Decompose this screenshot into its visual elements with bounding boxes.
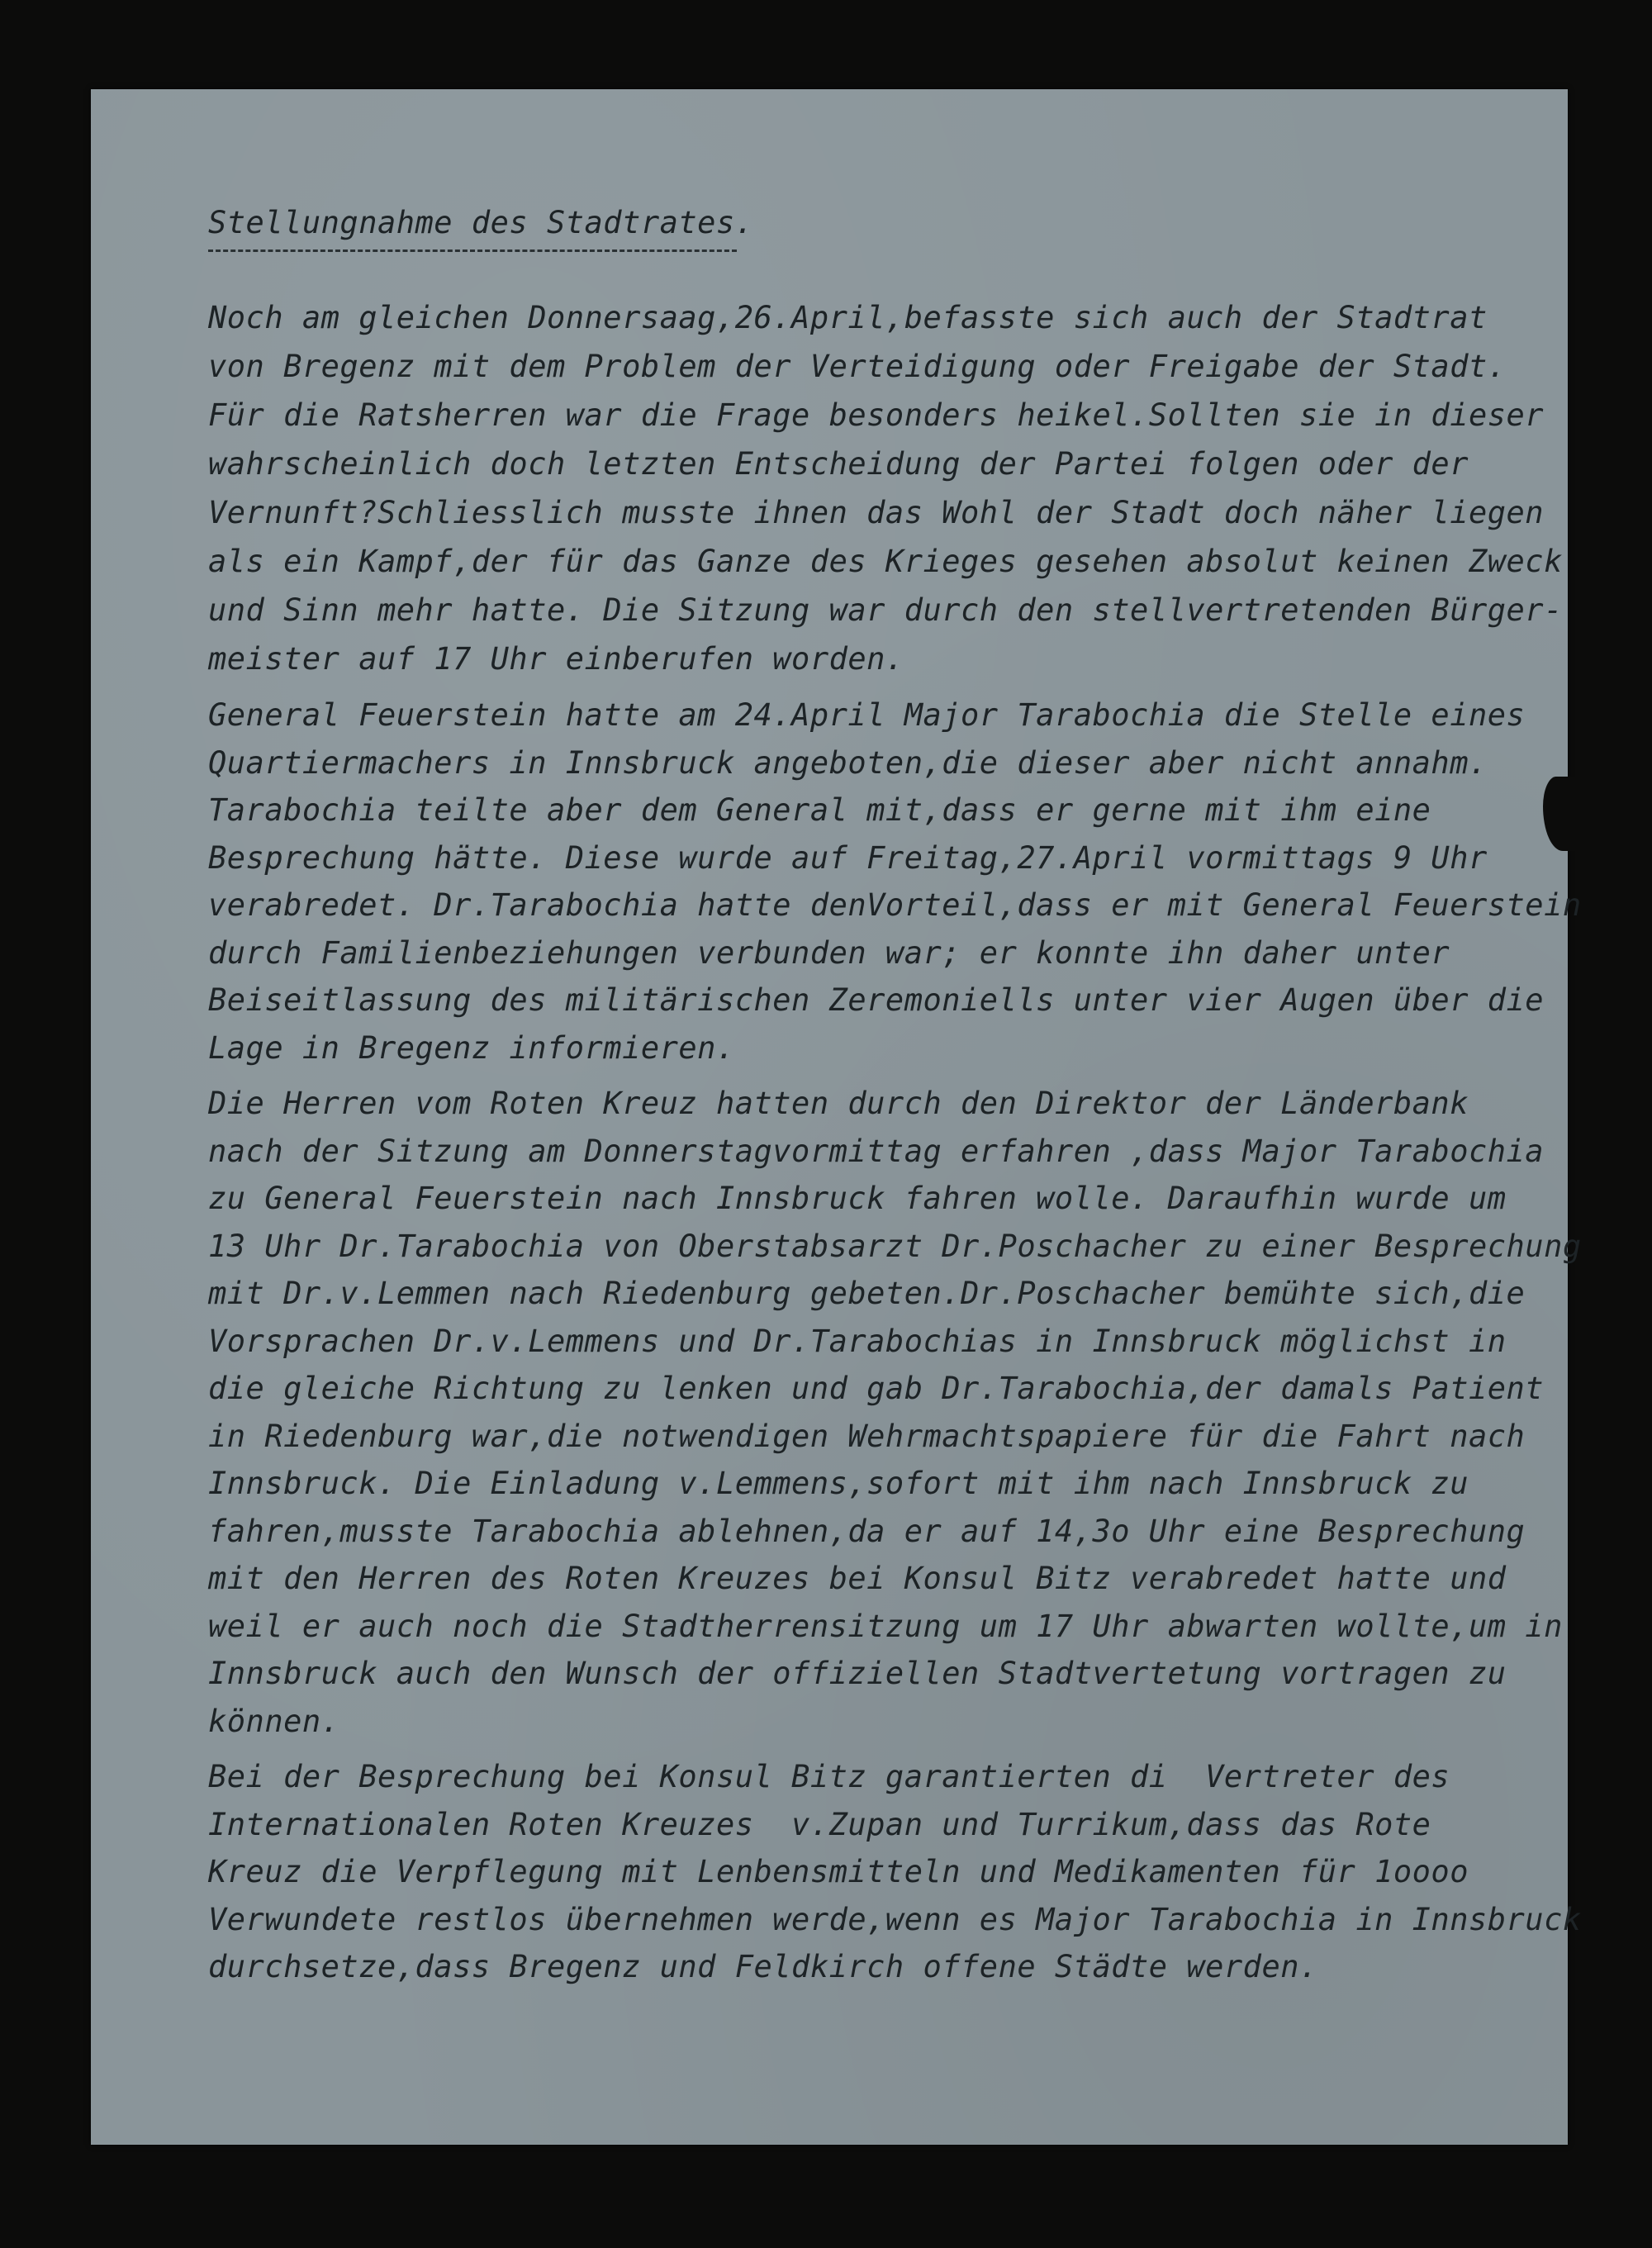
text-line: Kreuz die Verpflegung mit Lenbensmitteln und Medikamenten für 1oooo — [208, 1854, 1469, 1889]
text-line: Vernunft?Schliesslich musste ihnen das Wohl der Stadt doch näher liegen — [208, 495, 1545, 530]
text-line: meister auf 17 Uhr einberufen worden. — [208, 641, 904, 677]
text-line: Die Herren vom Roten Kreuz hatten durch den Direktor der Länderbank — [208, 1086, 1469, 1121]
text-line: Für die Ratsherren war die Frage besonders heikel.Sollten sie in dieser — [208, 397, 1545, 433]
text-line: mit den Herren des Roten Kreuzes bei Konsul Bitz verabredet hatte und — [208, 1561, 1507, 1596]
text-line: Besprechung hätte. Diese wurde auf Freitag,27.April vormittags 9 Uhr — [208, 839, 1488, 876]
document-title: Stellungnahme des Stadtrates. — [208, 205, 754, 240]
text-line: Bei der Besprechung bei Konsul Bitz garantierten di Vertreter des — [208, 1759, 1450, 1794]
text-line: weil er auch noch die Stadtherrensitzung um 17 Uhr abwarten wollte,um in — [208, 1608, 1563, 1644]
text-line: Tarabochia teilte aber dem General mit,dass er gerne mit ihm eine — [208, 792, 1431, 828]
text-line: zu General Feuerstein nach Innsbruck fahren wolle. Daraufhin wurde um — [208, 1181, 1507, 1216]
text-line: die gleiche Richtung zu lenken und gab Dr.Tarabochia,der damals Patient — [208, 1371, 1545, 1406]
text-line: nach der Sitzung am Donnerstagvormittag erfahren ,dass Major Tarabochia — [208, 1133, 1545, 1169]
text-line: General Feuerstein hatte am 24.April Major Tarabochia die Stelle eines — [208, 697, 1526, 733]
text-line: fahren,musste Tarabochia ablehnen,da er auf 14,3o Uhr eine Besprechung — [208, 1513, 1526, 1549]
text-line: Lage in Bregenz informieren. — [208, 1029, 735, 1066]
text-line: durchsetze,dass Bregenz und Feldkirch offene Städte werden. — [208, 1949, 1318, 1984]
title-underline — [208, 250, 737, 252]
paragraph-3 — [208, 1080, 1582, 1745]
text-line: Beiseitlassung des militärischen Zeremoniells unter vier Augen über die — [208, 982, 1545, 1018]
text-line: Noch am gleichen Donnersaag,26.April,befasste sich auch der Stadtrat — [208, 300, 1488, 335]
text-line: Internationalen Roten Kreuzes v.Zupan und Turrikum,dass das Rote — [208, 1806, 1431, 1842]
text-line: Innsbruck auch den Wunsch der offiziellen Stadtvertetung vortragen zu — [208, 1656, 1507, 1691]
text-line: von Bregenz mit dem Problem der Verteidigung oder Freigabe der Stadt. — [208, 349, 1507, 384]
text-line: 13 Uhr Dr.Tarabochia von Oberstabsarzt Dr.Poschacher zu einer Besprechung — [208, 1228, 1582, 1264]
text-line: durch Familienbeziehungen verbunden war; er konnte ihn daher unter — [208, 934, 1450, 971]
text-line: Vorsprachen Dr.v.Lemmens und Dr.Tarabochias in Innsbruck möglichst in — [208, 1323, 1507, 1359]
text-line: können. — [208, 1703, 340, 1739]
paragraph-1 — [208, 293, 1563, 683]
text-line: Verwundete restlos übernehmen werde,wenn es Major Tarabochia in Innsbruck — [208, 1901, 1582, 1937]
text-line: wahrscheinlich doch letzten Entscheidung der Partei folgen oder der — [208, 446, 1469, 482]
typewritten-text — [208, 198, 1582, 1999]
text-line: verabredet. Dr.Tarabochia hatte denVorteil,dass er mit General Feuerstein — [208, 887, 1582, 923]
text-line: und Sinn mehr hatte. Die Sitzung war durch den stellvertretenden Bürger- — [208, 592, 1563, 628]
text-line: mit Dr.v.Lemmen nach Riedenburg gebeten.Dr.Poschacher bemühte sich,die — [208, 1276, 1526, 1311]
text-line: als ein Kampf,der für das Ganze des Krieges gesehen absolut keinen Zweck — [208, 544, 1563, 579]
text-line: in Riedenburg war,die notwendigen Wehrmachtspapiere für die Fahrt nach — [208, 1418, 1526, 1454]
paragraph-4 — [208, 1753, 1582, 1991]
text-line: Innsbruck. Die Einladung v.Lemmens,sofort mit ihm nach Innsbruck zu — [208, 1466, 1469, 1501]
paragraph-2 — [208, 692, 1582, 1072]
text-line: Quartiermachers in Innsbruck angeboten,die dieser aber nicht annahm. — [208, 744, 1488, 781]
